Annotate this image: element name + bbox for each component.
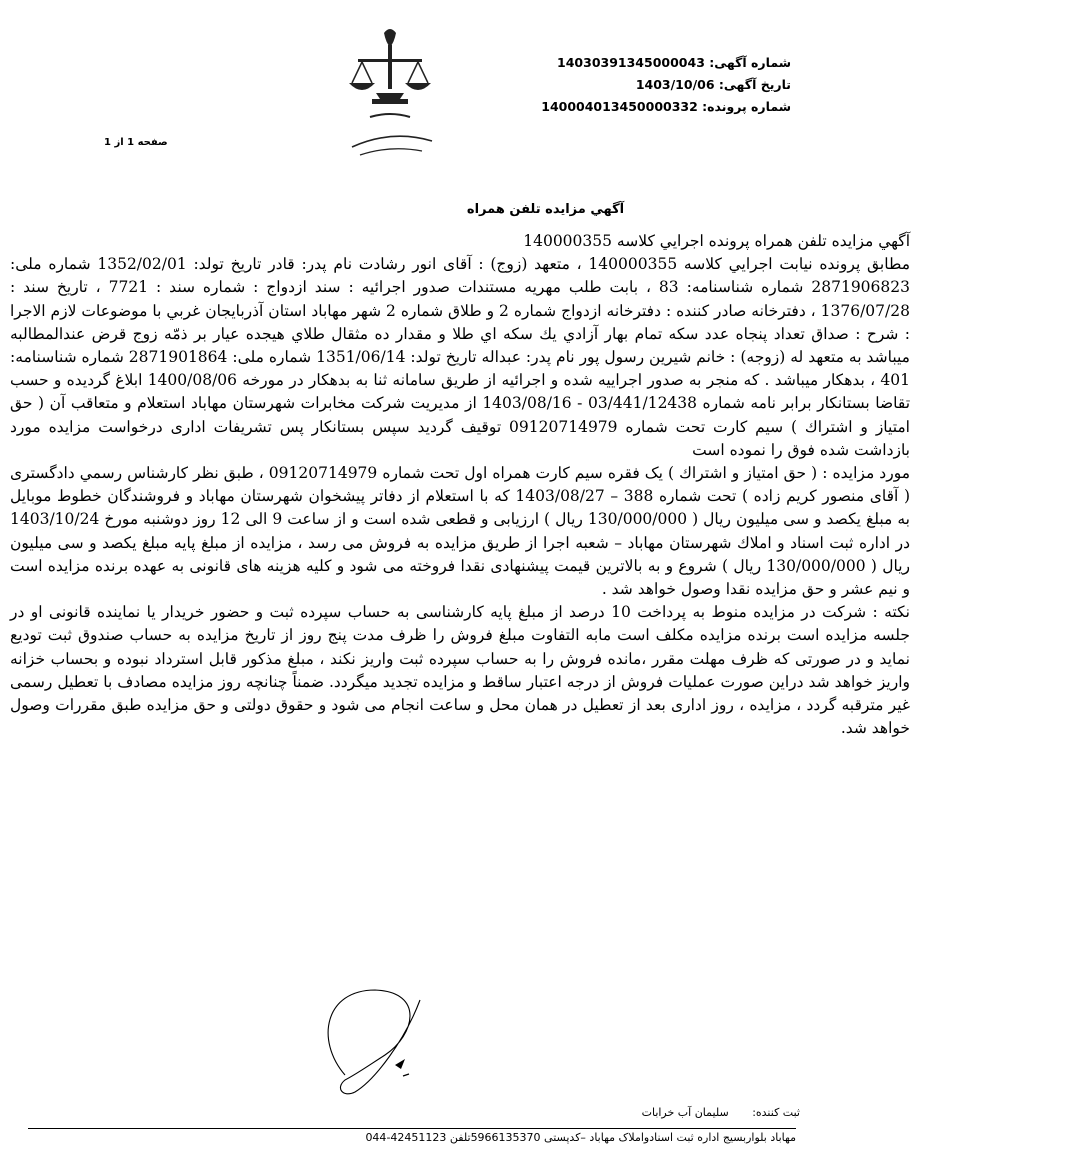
notice-number: 14030391345000043 — [557, 55, 705, 70]
notice-date-row — [531, 74, 791, 96]
scales-emblem-icon — [340, 25, 440, 165]
body-paragraph-auction-item: مورد مزايده : ( حق امتياز و اشتراك ) يک فقره سيم كارت همراه اول تحت شماره 09120714979 ، طبق نظر كارشناس رسمي دادگستری ( آقای منصور كريم زاده ) تحت شماره 388 – 1403/08/27 كه با استعلام از دفاتر پيشخوان شهرستان مهاباد و فروشندگان خطوط موبايل به مبلغ يكصد و سی ميليون ريال ( 130/000/000 ريال ) ارزيابی و قطعی شده است و از ساعت 9 الی 12 روز دوشنبه مورخ 1403/10/24 در اداره ثبت اسناد و املاك شهرستان مهاباد – شعبه اجرا از طريق مزايده به فروش می رسد ، مزايده از مبلغ پايه مبلغ يكصد و سی ميليون ريال ( 130/000/000 ريال ) شروع و به بالاترين قيمت پيشنهادی نقدا فروخته می شود و كليه هزينه های قانونی به عهده برنده مزايده است و نيم عشر و حق مزايده نقدا وصول خواهد شد . — [10, 464, 911, 599]
page-number: صفحه 1 از 1 — [104, 137, 168, 148]
notice-number-row — [531, 52, 791, 74]
body-paragraph-heading: آگهي مزايده تلفن همراه پرونده اجرايي كلاسه 140000355 — [523, 232, 910, 250]
notice-metadata — [531, 52, 791, 118]
office-address-footer: مهاباد بلواربسيج اداره ثبت اسنادواملاک مهاباد –كدپستی 5966135370تلفن 42451123-044 — [365, 1131, 796, 1144]
registrar-label: ثبت كننده: — [752, 1106, 800, 1119]
registrar-name: سليمان آب خرابات — [641, 1106, 729, 1119]
body-paragraph-note: نكته : شركت در مزايده منوط به پرداخت 10 درصد از مبلغ پايه كارشناسی به حساب سپرده ثبت و حضور خريدار يا نماينده قانونی او در جلسه مزايده است برنده مزايده مكلف است مابه التفاوت مبلغ فروش را ظرف مدت پنج روز از تاريخ مزايده به حساب صندوق ثبت توديع نمايد و در صورتی كه ظرف مهلت مقرر ،مانده فروش را به حساب سپرده ثبت واريز نكند ، مبلغ مذكور قابل استرداد نبوده و بحساب خزانه واريز خواهد شد دراين صورت عمليات فروش از درجه اعتبار ساقط و مزايده تجديد ميگردد. ضمناً چنانچه روز مزايده مصادف با تعطيل رسمی غير مترقبه گردد ، مزايده ، روز اداری بعد از تعطيل در همان محل و ساعت انجام می شود و حقوق دولتی و حق مزايده طبق مقررات وصول خواهد شد. — [10, 603, 910, 738]
notice-number-label: شماره آگهی: — [709, 55, 791, 70]
file-number-row — [531, 96, 791, 118]
footer-divider — [28, 1128, 796, 1129]
registrar-line — [640, 1106, 800, 1119]
judiciary-emblem-logo — [340, 25, 440, 165]
file-number-label: شماره پرونده: — [702, 99, 791, 114]
notice-date: 1403/10/06 — [635, 77, 715, 92]
notice-body — [10, 230, 910, 740]
handwritten-signature — [285, 980, 445, 1120]
body-paragraph-case-details: مطابق پرونده نيابت اجرايي كلاسه 140000355 ، متعهد (زوج) : آقای انور رشادت نام پدر: قادر تاریخ تولد: 1352/02/01 شماره ملی: 2871906823 شماره شناسنامه: 83 ، بابت طلب مهريه مستندات صدور اجرائيه : سند ازدواج : شماره سند : 7721 ، تاريخ سند : 1376/07/28 ، دفترخانه صادر كننده : دفترخانه ازدواج شماره 2 و طلاق شماره 2 شهر مهاباد استان آذربايجان غربي با موضوعات لازم الاجرا : شرح : صداق تعداد پنجاه عدد سكه تمام بهار آزادي يك سكه اي طلا و مقدار ده مثقال طلاي هيجده عيار بر ذمّه زوج قرض عندالمطالبه ميباشد به متعهد له (زوجه) : خانم شيرين رسول پور نام پدر: عبداله تاريخ تولد: 1351/06/14 شماره ملی: 2871901864 شماره شناسنامه: 401 ، بدهكار ميباشد . كه منجر به صدور اجراييه شده و اجرائيه از طريق سامانه ثنا به بدهكار در مورخه 1400/08/06 ابلاغ گرديده و حسب تقاضا بستانكار برابر نامه شماره 03/441/12438 - 1403/08/16 از مديريت شركت مخابرات شهرستان مهاباد استعلام و متعاقب آن ( حق امتياز و اشتراك ) سيم كارت تحت شماره 09120714979 توقيف گرديد سپس بستانكار پس تشريفات اداری درخواست مزايده مورد بازداشت شده فوق را نموده است — [10, 255, 911, 459]
file-number: 140004013450000332 — [541, 99, 698, 114]
notice-date-label: تاریخ آگهی: — [718, 77, 791, 92]
notice-title: آگهي مزايده تلفن همراه — [466, 202, 625, 217]
